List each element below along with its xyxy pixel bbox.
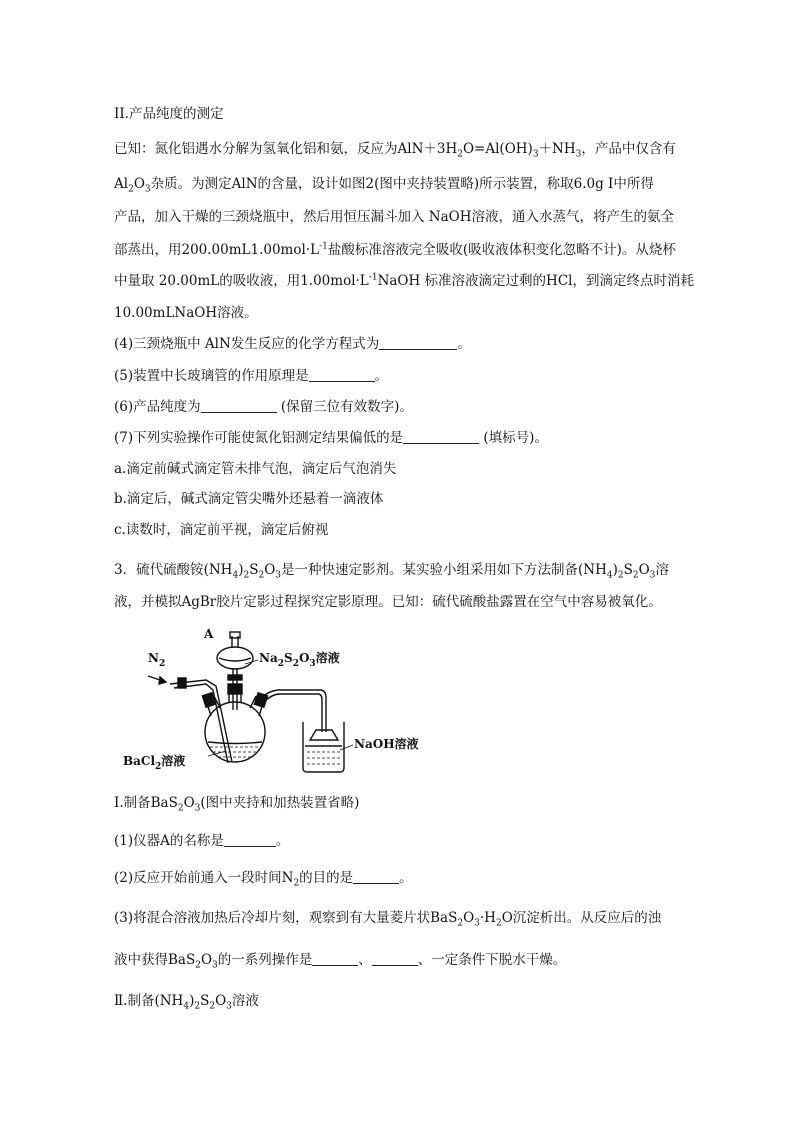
- subscript: 2: [293, 878, 300, 889]
- subscript: 3: [474, 918, 480, 929]
- text: Ⅰ.制备BaS: [114, 795, 178, 811]
- subscript: 3: [226, 1001, 232, 1012]
- stopper-icon: [228, 684, 242, 694]
- superscript: -1: [368, 272, 378, 283]
- part-1-question-3-line-2: [114, 950, 566, 970]
- question-6: [114, 397, 413, 417]
- dropping-funnel: [217, 647, 253, 669]
- text: O=Al(OH): [462, 141, 533, 157]
- text: S: [623, 562, 633, 578]
- label-naoh-solution: NaOH溶液: [354, 737, 419, 751]
- question-7: [114, 428, 548, 448]
- subscript: 2: [258, 570, 265, 581]
- subscript: 2: [617, 570, 624, 581]
- question-text: 、一定条件下脱水干燥。: [417, 952, 567, 968]
- known-line-5: [114, 271, 694, 291]
- text: O沉淀析出。从反应后的浊: [501, 910, 662, 926]
- subscript: 2: [177, 803, 184, 814]
- bacl2-liquid-level: [208, 742, 262, 744]
- text: ): [612, 562, 618, 578]
- answer-blank[interactable]: [353, 869, 399, 884]
- three-neck-flask: [205, 702, 265, 762]
- text: Ⅱ.制备(NH: [114, 993, 184, 1009]
- text: ): [238, 562, 244, 578]
- punctuation: 。: [374, 368, 389, 384]
- text: 中量取 20.00mL的吸收液，用1.00mol·L: [114, 273, 369, 289]
- subscript: 2: [632, 570, 639, 581]
- text: O: [133, 176, 145, 192]
- question-text: (3)将混合溶液加热后冷却片刻，观察到有大量菱片状BaS: [114, 910, 458, 926]
- text: 已知：氮化铝遇水分解为氢氧化铝和氨，反应为AlN＋3H: [114, 141, 458, 157]
- text: 杂质。为测定AlN的含量，设计如图2(图中夹持装置略)所示装置，称取6.0g I中所得: [150, 176, 654, 192]
- text: O: [215, 993, 227, 1009]
- question-text: (6)产品纯度为: [114, 399, 201, 415]
- label-n2: $N_2$: [148, 651, 166, 669]
- text: ): [189, 993, 195, 1009]
- subscript: 2: [495, 918, 502, 929]
- question-text: (4)三颈烧瓶中 AlN发生反应的化学方程式为: [114, 336, 380, 352]
- subscript: 2: [194, 1001, 201, 1012]
- text: O: [638, 562, 650, 578]
- text: (图中夹持和加热装置省略): [200, 795, 360, 811]
- subscript: 2: [457, 149, 463, 160]
- subscript: 3: [575, 149, 582, 160]
- part-1-heading: [114, 793, 359, 813]
- question-text: (1)仪器A的名称是: [114, 833, 224, 849]
- answer-blank[interactable]: [312, 951, 358, 966]
- answer-blank[interactable]: [201, 398, 277, 413]
- label-bacl2-solution: BaCl$_2$溶液: [123, 754, 186, 772]
- known-line-3: 产品，加入干燥的三颈烧瓶中，然后用恒压漏斗加入 NaOH溶液，通入水蒸气，将产生的氨全: [114, 209, 674, 225]
- text: S: [200, 993, 210, 1009]
- arrow-head-icon: [159, 677, 166, 684]
- part-1-question-1: [114, 831, 289, 851]
- answer-blank[interactable]: [224, 832, 276, 847]
- subscript: 2: [457, 918, 464, 929]
- part-1-question-3: [114, 908, 661, 928]
- question-5: [114, 366, 388, 386]
- known-line-2: [114, 174, 654, 194]
- superscript: -1: [319, 241, 328, 252]
- subscript: 2: [128, 184, 134, 195]
- subscript: 4: [606, 570, 613, 581]
- text: 的一系列操作是: [217, 952, 313, 968]
- subscript: 4: [232, 570, 239, 581]
- punctuation: 、: [358, 952, 372, 968]
- option-b: b.滴定后，碱式滴定管尖嘴外还悬着一滴液体: [114, 491, 384, 507]
- known-line-6: 10.00mLNaOH溶液。: [114, 305, 258, 321]
- subscript: 3: [649, 570, 656, 581]
- subscript: 3: [532, 149, 539, 160]
- question-suffix: (填标号)。: [479, 430, 548, 446]
- inlet-tube: [170, 680, 232, 762]
- subscript: 4: [183, 1001, 190, 1012]
- question-text: (2)反应开始前通入一段时间N: [114, 870, 294, 886]
- text: O: [264, 562, 276, 578]
- known-line-1: [114, 139, 676, 159]
- punctuation: 。: [399, 870, 413, 886]
- apparatus-diagram: [120, 620, 420, 780]
- inverted-funnel: [310, 730, 338, 740]
- label-na2s2o3-solution: $Na_2S_2O_3$溶液: [259, 651, 340, 669]
- question-text: (7)下列实验操作可能使氮化铝测定结果偏低的是: [114, 430, 404, 446]
- text: O: [200, 952, 213, 968]
- option-a: a.滴定前碱式滴定管未排气泡，滴定后气泡消失: [114, 461, 397, 477]
- liquid-hatch: [307, 752, 340, 764]
- text: 溶: [655, 562, 669, 578]
- clamp-icon: [178, 678, 186, 688]
- question-text: 液中获得BaS: [114, 952, 196, 968]
- text: O: [463, 910, 475, 926]
- answer-blank[interactable]: [372, 951, 418, 966]
- question-3-line-1: [114, 560, 669, 580]
- text: 盐酸标准溶液完全吸收(吸收液体积变化忽略不计)。从烧杯: [327, 242, 676, 258]
- subscript: 3: [194, 803, 201, 814]
- subscript: 3: [144, 184, 151, 195]
- punctuation: 。: [457, 336, 471, 352]
- subscript: 3: [275, 570, 281, 581]
- label-a: A: [204, 627, 214, 641]
- text: 3．硫代硫酸铵(NH: [114, 562, 233, 578]
- outlet-tube-inner: [264, 694, 322, 732]
- subscript: 2: [195, 960, 201, 971]
- text: ，产品中仅含有: [581, 141, 676, 157]
- question-text: 的目的是: [299, 870, 354, 886]
- text: 溶液: [231, 993, 259, 1009]
- question-suffix: (保留三位有效数字)。: [276, 399, 413, 415]
- option-c: c.读数时，滴定前平视，滴定后俯视: [114, 522, 329, 538]
- text: NaOH 标准溶液滴定过剩的HCl，到滴定终点时消耗: [377, 273, 694, 289]
- answer-blank[interactable]: [379, 335, 457, 350]
- part-1-question-2: [114, 868, 413, 888]
- subscript: 2: [209, 1001, 216, 1012]
- question-4: [114, 334, 471, 354]
- text: 是一种快速定影剂。某实验小组采用如下方法制备(NH: [281, 562, 607, 578]
- question-text: (5)装置中长玻璃管的作用原理是: [114, 368, 309, 384]
- inlet-tube-inner: [174, 684, 228, 763]
- section-heading: II.产品纯度的测定: [114, 106, 224, 122]
- question-3-line-2: 液，并模拟AgBr胶片定影过程探究定影原理。已知：硫代硫酸盐露置在空气中容易被氧化。: [114, 594, 662, 610]
- subscript: 3: [212, 960, 218, 971]
- funnel-liquid: [219, 658, 251, 661]
- punctuation: 。: [275, 833, 290, 849]
- stopcock-icon: [228, 675, 242, 680]
- text: ＋NH: [538, 141, 576, 157]
- answer-blank[interactable]: [403, 429, 479, 444]
- subscript: 2: [243, 570, 250, 581]
- text: 部蒸出，用200.00mL1.00mol·L: [114, 242, 320, 258]
- part-2-heading: [114, 991, 259, 1011]
- answer-blank[interactable]: [309, 367, 375, 382]
- known-line-4: [114, 240, 676, 260]
- text: Al: [114, 176, 129, 192]
- text: O: [183, 795, 195, 811]
- text: ·H: [479, 910, 496, 926]
- text: S: [249, 562, 259, 578]
